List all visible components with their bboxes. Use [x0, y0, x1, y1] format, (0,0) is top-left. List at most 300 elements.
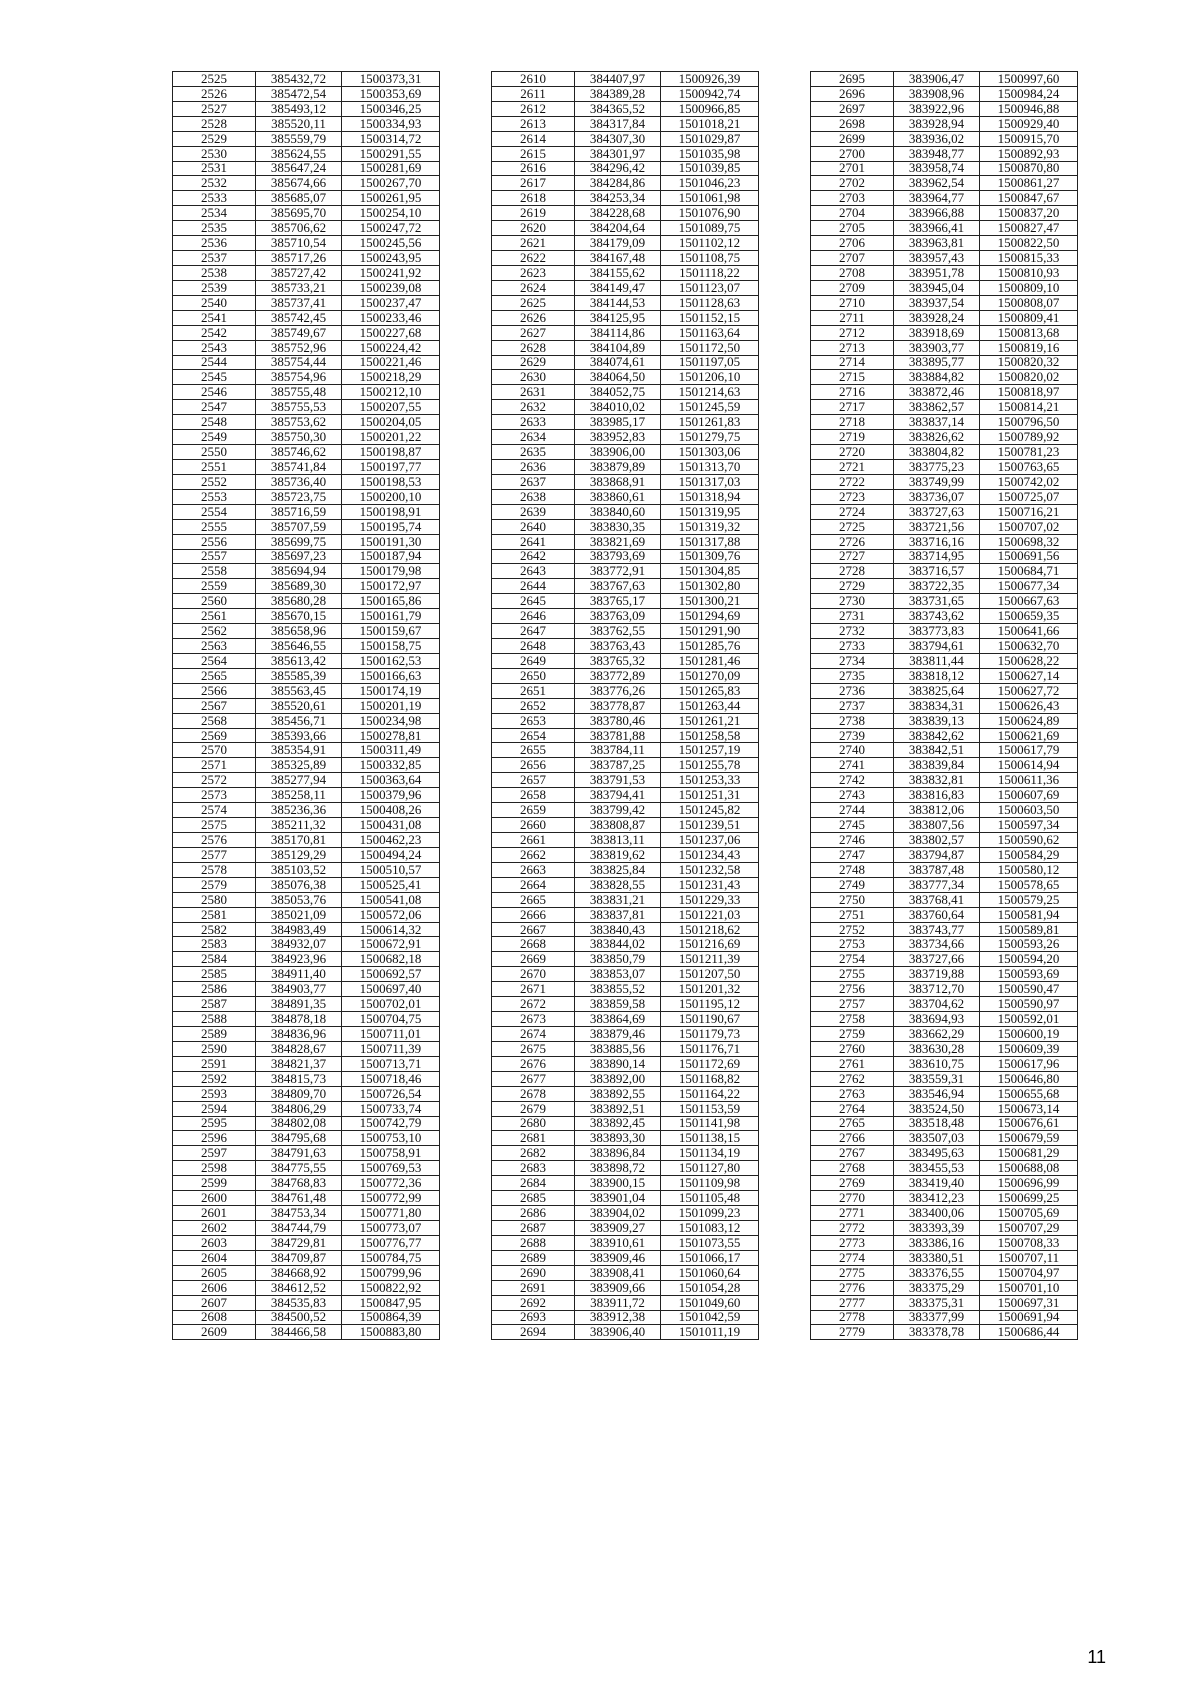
point-number-cell: 2619 [492, 206, 575, 221]
y-coordinate-cell: 1500861,27 [980, 176, 1078, 191]
table-row [492, 758, 759, 773]
table-row [173, 1116, 440, 1131]
point-number-cell: 2669 [492, 952, 575, 967]
table-row [492, 1086, 759, 1101]
table-row [492, 1206, 759, 1221]
table-row [492, 922, 759, 937]
y-coordinate-cell: 1500672,91 [342, 937, 440, 952]
x-coordinate-cell: 385472,54 [256, 86, 342, 101]
x-coordinate-cell: 384911,40 [256, 967, 342, 982]
x-coordinate-cell: 385520,61 [256, 698, 342, 713]
x-coordinate-cell: 383807,56 [894, 818, 980, 833]
table-row [811, 609, 1078, 624]
table-row [492, 459, 759, 474]
x-coordinate-cell: 383716,16 [894, 534, 980, 549]
y-coordinate-cell: 1500641,66 [980, 624, 1078, 639]
y-coordinate-cell: 1500702,01 [342, 997, 440, 1012]
table-row [173, 653, 440, 668]
point-number-cell: 2556 [173, 534, 256, 549]
y-coordinate-cell: 1500815,33 [980, 251, 1078, 266]
point-number-cell: 2604 [173, 1250, 256, 1265]
point-number-cell: 2704 [811, 206, 894, 221]
point-number-cell: 2766 [811, 1131, 894, 1146]
point-number-cell: 2576 [173, 833, 256, 848]
table-row [173, 1101, 440, 1116]
x-coordinate-cell: 383906,40 [575, 1325, 661, 1340]
x-coordinate-cell: 385717,26 [256, 251, 342, 266]
x-coordinate-cell: 385680,28 [256, 594, 342, 609]
point-number-cell: 2575 [173, 818, 256, 833]
point-number-cell: 2718 [811, 415, 894, 430]
point-number-cell: 2668 [492, 937, 575, 952]
y-coordinate-cell: 1501214,63 [661, 385, 759, 400]
y-coordinate-cell: 1500819,16 [980, 340, 1078, 355]
x-coordinate-cell: 384768,83 [256, 1176, 342, 1191]
table-row [811, 1116, 1078, 1131]
table-row [492, 400, 759, 415]
point-number-cell: 2559 [173, 579, 256, 594]
point-number-cell: 2678 [492, 1086, 575, 1101]
x-coordinate-cell: 383906,47 [894, 72, 980, 87]
table-row [492, 310, 759, 325]
table-row [492, 579, 759, 594]
point-number-cell: 2746 [811, 833, 894, 848]
y-coordinate-cell: 1501302,80 [661, 579, 759, 594]
y-coordinate-cell: 1501207,50 [661, 967, 759, 982]
y-coordinate-cell: 1500892,93 [980, 146, 1078, 161]
x-coordinate-cell: 383839,13 [894, 713, 980, 728]
point-number-cell: 2629 [492, 355, 575, 370]
x-coordinate-cell: 385707,59 [256, 519, 342, 534]
table-row [492, 86, 759, 101]
point-number-cell: 2615 [492, 146, 575, 161]
y-coordinate-cell: 1501134,19 [661, 1146, 759, 1161]
x-coordinate-cell: 383850,79 [575, 952, 661, 967]
y-coordinate-cell: 1500659,35 [980, 609, 1078, 624]
point-number-cell: 2535 [173, 221, 256, 236]
point-number-cell: 2653 [492, 713, 575, 728]
point-number-cell: 2630 [492, 370, 575, 385]
table-row [811, 579, 1078, 594]
x-coordinate-cell: 383840,60 [575, 504, 661, 519]
point-number-cell: 2553 [173, 489, 256, 504]
x-coordinate-cell: 385699,75 [256, 534, 342, 549]
point-number-cell: 2618 [492, 191, 575, 206]
x-coordinate-cell: 383839,84 [894, 758, 980, 773]
y-coordinate-cell: 1500179,98 [342, 564, 440, 579]
x-coordinate-cell: 383776,26 [575, 683, 661, 698]
table-row [811, 1191, 1078, 1206]
table-row [173, 594, 440, 609]
x-coordinate-cell: 385685,07 [256, 191, 342, 206]
table-row [811, 340, 1078, 355]
y-coordinate-cell: 1500929,40 [980, 116, 1078, 131]
table-row [173, 862, 440, 877]
y-coordinate-cell: 1500677,34 [980, 579, 1078, 594]
x-coordinate-cell: 384125,95 [575, 310, 661, 325]
table-row [173, 892, 440, 907]
table-row [811, 653, 1078, 668]
x-coordinate-cell: 383892,45 [575, 1116, 661, 1131]
point-number-cell: 2744 [811, 803, 894, 818]
x-coordinate-cell: 383813,11 [575, 833, 661, 848]
x-coordinate-cell: 383855,52 [575, 982, 661, 997]
y-coordinate-cell: 1501261,83 [661, 415, 759, 430]
point-number-cell: 2731 [811, 609, 894, 624]
y-coordinate-cell: 1500808,07 [980, 295, 1078, 310]
table-row [811, 1086, 1078, 1101]
table-row [173, 1325, 440, 1340]
x-coordinate-cell: 384500,52 [256, 1310, 342, 1325]
point-number-cell: 2577 [173, 847, 256, 862]
table-row [173, 355, 440, 370]
x-coordinate-cell: 383826,62 [894, 430, 980, 445]
x-coordinate-cell: 383794,41 [575, 788, 661, 803]
point-number-cell: 2742 [811, 773, 894, 788]
x-coordinate-cell: 383922,96 [894, 101, 980, 116]
y-coordinate-cell: 1500847,95 [342, 1295, 440, 1310]
point-number-cell: 2595 [173, 1116, 256, 1131]
x-coordinate-cell: 384806,29 [256, 1101, 342, 1116]
y-coordinate-cell: 1501109,98 [661, 1176, 759, 1191]
point-number-cell: 2636 [492, 459, 575, 474]
table-row [492, 594, 759, 609]
x-coordinate-cell: 383721,56 [894, 519, 980, 534]
y-coordinate-cell: 1500769,53 [342, 1161, 440, 1176]
table-row [173, 1071, 440, 1086]
table-row [492, 564, 759, 579]
x-coordinate-cell: 385658,96 [256, 624, 342, 639]
table-row [173, 236, 440, 251]
point-number-cell: 2735 [811, 668, 894, 683]
y-coordinate-cell: 1501127,80 [661, 1161, 759, 1176]
point-number-cell: 2710 [811, 295, 894, 310]
point-number-cell: 2562 [173, 624, 256, 639]
y-coordinate-cell: 1500742,02 [980, 474, 1078, 489]
y-coordinate-cell: 1500239,08 [342, 280, 440, 295]
point-number-cell: 2683 [492, 1161, 575, 1176]
table-row [492, 833, 759, 848]
point-number-cell: 2765 [811, 1116, 894, 1131]
x-coordinate-cell: 385624,55 [256, 146, 342, 161]
point-number-cell: 2601 [173, 1206, 256, 1221]
table-row [492, 877, 759, 892]
y-coordinate-cell: 1501046,23 [661, 176, 759, 191]
point-number-cell: 2651 [492, 683, 575, 698]
table-row [492, 1310, 759, 1325]
y-coordinate-cell: 1500159,67 [342, 624, 440, 639]
point-number-cell: 2572 [173, 773, 256, 788]
point-number-cell: 2690 [492, 1265, 575, 1280]
y-coordinate-cell: 1501118,22 [661, 265, 759, 280]
point-number-cell: 2655 [492, 743, 575, 758]
y-coordinate-cell: 1500234,98 [342, 713, 440, 728]
x-coordinate-cell: 385746,62 [256, 445, 342, 460]
x-coordinate-cell: 383909,46 [575, 1250, 661, 1265]
x-coordinate-cell: 384815,73 [256, 1071, 342, 1086]
table-row [811, 355, 1078, 370]
point-number-cell: 2754 [811, 952, 894, 967]
y-coordinate-cell: 1500809,41 [980, 310, 1078, 325]
x-coordinate-cell: 384365,52 [575, 101, 661, 116]
table-row [811, 862, 1078, 877]
point-number-cell: 2662 [492, 847, 575, 862]
point-number-cell: 2531 [173, 161, 256, 176]
y-coordinate-cell: 1501257,19 [661, 743, 759, 758]
table-row [173, 967, 440, 982]
y-coordinate-cell: 1501061,98 [661, 191, 759, 206]
x-coordinate-cell: 383842,51 [894, 743, 980, 758]
table-row [492, 818, 759, 833]
table-row [492, 1280, 759, 1295]
table-row [492, 952, 759, 967]
x-coordinate-cell: 383712,70 [894, 982, 980, 997]
y-coordinate-cell: 1501035,98 [661, 146, 759, 161]
x-coordinate-cell: 383802,57 [894, 833, 980, 848]
y-coordinate-cell: 1501018,21 [661, 116, 759, 131]
table-row [811, 86, 1078, 101]
x-coordinate-cell: 383853,07 [575, 967, 661, 982]
table-row [492, 280, 759, 295]
x-coordinate-cell: 383775,23 [894, 459, 980, 474]
y-coordinate-cell: 1500187,94 [342, 549, 440, 564]
point-number-cell: 2675 [492, 1041, 575, 1056]
x-coordinate-cell: 383507,03 [894, 1131, 980, 1146]
table-row [811, 221, 1078, 236]
table-row [173, 221, 440, 236]
y-coordinate-cell: 1501011,19 [661, 1325, 759, 1340]
table-row [811, 683, 1078, 698]
y-coordinate-cell: 1500691,94 [980, 1310, 1078, 1325]
point-number-cell: 2714 [811, 355, 894, 370]
point-number-cell: 2727 [811, 549, 894, 564]
point-number-cell: 2574 [173, 803, 256, 818]
y-coordinate-cell: 1500221,46 [342, 355, 440, 370]
y-coordinate-cell: 1500799,96 [342, 1265, 440, 1280]
y-coordinate-cell: 1500332,85 [342, 758, 440, 773]
y-coordinate-cell: 1500224,42 [342, 340, 440, 355]
y-coordinate-cell: 1500713,71 [342, 1056, 440, 1071]
y-coordinate-cell: 1500763,65 [980, 459, 1078, 474]
table-row [811, 295, 1078, 310]
y-coordinate-cell: 1501245,82 [661, 803, 759, 818]
point-number-cell: 2695 [811, 72, 894, 87]
x-coordinate-cell: 383952,83 [575, 430, 661, 445]
point-number-cell: 2591 [173, 1056, 256, 1071]
table-row [173, 161, 440, 176]
point-number-cell: 2552 [173, 474, 256, 489]
y-coordinate-cell: 1500408,26 [342, 803, 440, 818]
x-coordinate-cell: 385103,52 [256, 862, 342, 877]
table-row [173, 131, 440, 146]
point-number-cell: 2739 [811, 728, 894, 743]
table-row [492, 1295, 759, 1310]
point-number-cell: 2778 [811, 1310, 894, 1325]
y-coordinate-cell: 1500494,24 [342, 847, 440, 862]
point-number-cell: 2743 [811, 788, 894, 803]
x-coordinate-cell: 383455,53 [894, 1161, 980, 1176]
table-row [173, 728, 440, 743]
x-coordinate-cell: 384149,47 [575, 280, 661, 295]
table-row [492, 624, 759, 639]
x-coordinate-cell: 385727,42 [256, 265, 342, 280]
y-coordinate-cell: 1500827,47 [980, 221, 1078, 236]
table-row [492, 265, 759, 280]
x-coordinate-cell: 384064,50 [575, 370, 661, 385]
table-row [492, 1250, 759, 1265]
point-number-cell: 2680 [492, 1116, 575, 1131]
x-coordinate-cell: 383375,29 [894, 1280, 980, 1295]
y-coordinate-cell: 1500997,60 [980, 72, 1078, 87]
x-coordinate-cell: 383842,62 [894, 728, 980, 743]
table-row [811, 176, 1078, 191]
table-row [492, 997, 759, 1012]
point-number-cell: 2597 [173, 1146, 256, 1161]
y-coordinate-cell: 1500772,36 [342, 1176, 440, 1191]
y-coordinate-cell: 1500697,31 [980, 1295, 1078, 1310]
table-row [811, 489, 1078, 504]
table-row [173, 370, 440, 385]
point-number-cell: 2706 [811, 236, 894, 251]
table-row [492, 72, 759, 87]
table-row [173, 1027, 440, 1042]
point-number-cell: 2676 [492, 1056, 575, 1071]
table-row [811, 668, 1078, 683]
table-row [173, 1176, 440, 1191]
y-coordinate-cell: 1500726,54 [342, 1086, 440, 1101]
x-coordinate-cell: 384668,92 [256, 1265, 342, 1280]
y-coordinate-cell: 1500594,20 [980, 952, 1078, 967]
y-coordinate-cell: 1501279,75 [661, 430, 759, 445]
y-coordinate-cell: 1500291,55 [342, 146, 440, 161]
table-row [492, 146, 759, 161]
table-row [173, 847, 440, 862]
table-row [173, 340, 440, 355]
point-number-cell: 2709 [811, 280, 894, 295]
x-coordinate-cell: 383727,63 [894, 504, 980, 519]
point-number-cell: 2716 [811, 385, 894, 400]
x-coordinate-cell: 383716,57 [894, 564, 980, 579]
point-number-cell: 2779 [811, 1325, 894, 1340]
table-row [492, 116, 759, 131]
x-coordinate-cell: 383909,27 [575, 1220, 661, 1235]
coordinate-table-3 [810, 71, 1078, 1340]
table-row [492, 519, 759, 534]
table-row [811, 131, 1078, 146]
point-number-cell: 2685 [492, 1191, 575, 1206]
point-number-cell: 2621 [492, 236, 575, 251]
y-coordinate-cell: 1500698,32 [980, 534, 1078, 549]
x-coordinate-cell: 383898,72 [575, 1161, 661, 1176]
point-number-cell: 2738 [811, 713, 894, 728]
x-coordinate-cell: 383749,99 [894, 474, 980, 489]
x-coordinate-cell: 383895,77 [894, 355, 980, 370]
table-row [811, 639, 1078, 654]
x-coordinate-cell: 385754,96 [256, 370, 342, 385]
x-coordinate-cell: 384932,07 [256, 937, 342, 952]
point-number-cell: 2613 [492, 116, 575, 131]
y-coordinate-cell: 1501317,88 [661, 534, 759, 549]
table-row [811, 937, 1078, 952]
point-number-cell: 2534 [173, 206, 256, 221]
x-coordinate-cell: 383765,32 [575, 653, 661, 668]
point-number-cell: 2593 [173, 1086, 256, 1101]
x-coordinate-cell: 384983,49 [256, 922, 342, 937]
point-number-cell: 2750 [811, 892, 894, 907]
y-coordinate-cell: 1500607,69 [980, 788, 1078, 803]
y-coordinate-cell: 1500617,79 [980, 743, 1078, 758]
y-coordinate-cell: 1501206,10 [661, 370, 759, 385]
y-coordinate-cell: 1501300,21 [661, 594, 759, 609]
table-row [811, 519, 1078, 534]
y-coordinate-cell: 1501229,33 [661, 892, 759, 907]
table-row [492, 1146, 759, 1161]
y-coordinate-cell: 1501176,71 [661, 1041, 759, 1056]
y-coordinate-cell: 1501168,82 [661, 1071, 759, 1086]
table-row [811, 251, 1078, 266]
x-coordinate-cell: 383793,69 [575, 549, 661, 564]
y-coordinate-cell: 1500676,61 [980, 1116, 1078, 1131]
table-row [811, 72, 1078, 87]
y-coordinate-cell: 1500614,94 [980, 758, 1078, 773]
table-row [173, 415, 440, 430]
y-coordinate-cell: 1500174,19 [342, 683, 440, 698]
point-number-cell: 2725 [811, 519, 894, 534]
point-number-cell: 2539 [173, 280, 256, 295]
table-row [492, 668, 759, 683]
y-coordinate-cell: 1501195,12 [661, 997, 759, 1012]
table-row [173, 101, 440, 116]
point-number-cell: 2776 [811, 1280, 894, 1295]
point-number-cell: 2652 [492, 698, 575, 713]
y-coordinate-cell: 1500942,74 [661, 86, 759, 101]
y-coordinate-cell: 1500597,34 [980, 818, 1078, 833]
table-row [173, 698, 440, 713]
x-coordinate-cell: 384821,37 [256, 1056, 342, 1071]
x-coordinate-cell: 383386,16 [894, 1235, 980, 1250]
y-coordinate-cell: 1500814,21 [980, 400, 1078, 415]
point-number-cell: 2530 [173, 146, 256, 161]
y-coordinate-cell: 1501239,51 [661, 818, 759, 833]
point-number-cell: 2603 [173, 1235, 256, 1250]
point-number-cell: 2587 [173, 997, 256, 1012]
point-number-cell: 2564 [173, 653, 256, 668]
y-coordinate-cell: 1500773,07 [342, 1220, 440, 1235]
point-number-cell: 2561 [173, 609, 256, 624]
point-number-cell: 2689 [492, 1250, 575, 1265]
table-row [492, 653, 759, 668]
x-coordinate-cell: 383825,84 [575, 862, 661, 877]
x-coordinate-cell: 383840,43 [575, 922, 661, 937]
table-row [173, 176, 440, 191]
table-row [492, 1161, 759, 1176]
point-number-cell: 2632 [492, 400, 575, 415]
x-coordinate-cell: 383890,14 [575, 1056, 661, 1071]
x-coordinate-cell: 383831,21 [575, 892, 661, 907]
table-row [492, 982, 759, 997]
x-coordinate-cell: 383912,38 [575, 1310, 661, 1325]
point-number-cell: 2723 [811, 489, 894, 504]
point-number-cell: 2771 [811, 1206, 894, 1221]
coordinate-table-2 [491, 71, 759, 1340]
x-coordinate-cell: 385613,42 [256, 653, 342, 668]
x-coordinate-cell: 385076,38 [256, 877, 342, 892]
x-coordinate-cell: 383985,17 [575, 415, 661, 430]
table-row [811, 743, 1078, 758]
x-coordinate-cell: 384114,86 [575, 325, 661, 340]
table-row [492, 295, 759, 310]
x-coordinate-cell: 383765,17 [575, 594, 661, 609]
